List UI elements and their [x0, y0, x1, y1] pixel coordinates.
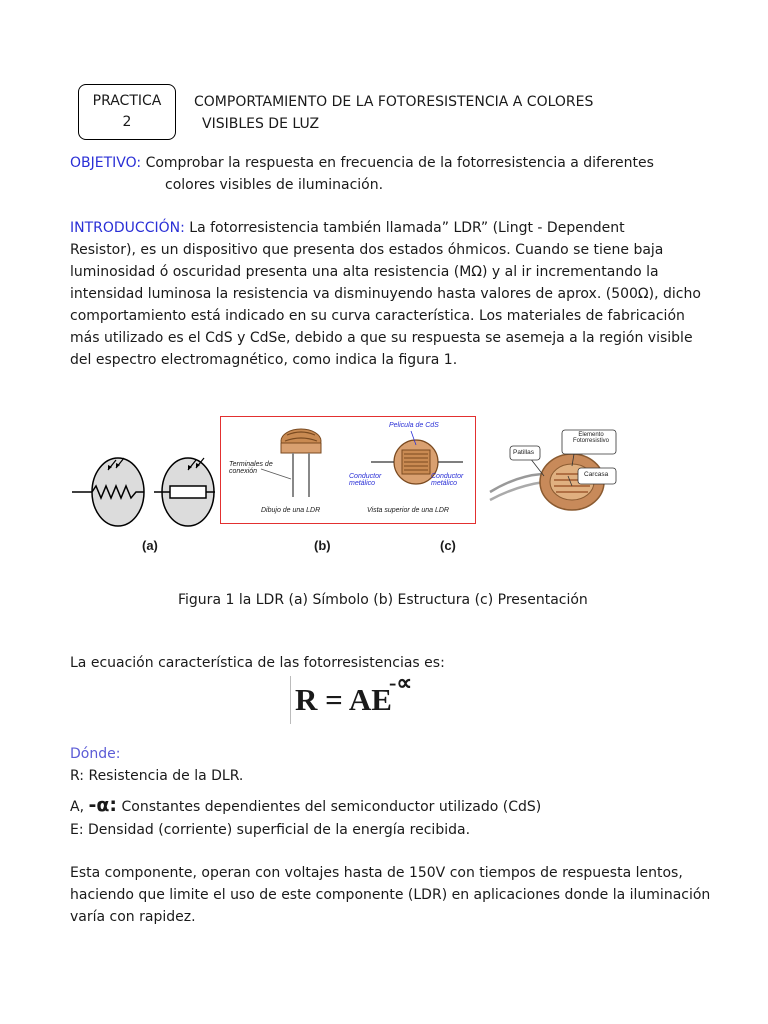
page-title-line1: COMPORTAMIENTO DE LA FOTORESISTENCIA A COLORES [194, 94, 594, 110]
donde-label: Dónde: [70, 746, 121, 762]
intro-line-4: comportamiento está indicado en su curva característica. Los materiales de fabricación [70, 308, 685, 324]
objetivo-line1 [70, 152, 654, 174]
figure-label-b: (b) [314, 538, 331, 553]
page-title-line2: VISIBLES DE LUZ [202, 116, 320, 132]
r-definition: R: Resistencia de la DLR. [70, 768, 244, 784]
intro-line-2: luminosidad ó oscuridad presenta una alta resistencia (MΩ) y al ir incrementando la [70, 264, 659, 280]
intro-text-0: La fotorresistencia también llamada” LDR” (Lingt - Dependent [184, 220, 625, 236]
conductor-left-label: Conductor metálico [349, 473, 382, 487]
a-definition-text: Constantes dependientes del semiconductor utilizado (CdS) [117, 799, 542, 815]
pelicula-label: Pelicula de CdS [389, 422, 439, 429]
practica-label: PRACTICA [92, 93, 162, 109]
closing-line-1: haciendo que limite el uso de este componente (LDR) en aplicaciones donde la iluminación [70, 887, 711, 903]
terminales-label: Terminales de conexión [229, 461, 273, 475]
practica-box [78, 84, 176, 140]
equation-exponent: -∝ [389, 670, 413, 695]
intro-line-1: Resistor), es un dispositivo que presenta dos estados óhmicos. Cuando se tiene baja [70, 242, 664, 258]
objetivo-label: OBJETIVO: [70, 155, 142, 171]
equation-base: R = AE [295, 682, 392, 717]
practica-number: 2 [122, 114, 132, 130]
patillas-label: Patillas [513, 449, 534, 456]
conductor-right-label: Conductor metálico [431, 473, 464, 487]
ldr-structure-frame [220, 416, 476, 524]
equation-intro: La ecuación característica de las fotorresistencias es: [70, 655, 445, 671]
alpha-symbol: -α: [88, 794, 118, 816]
resistor-box [170, 486, 206, 498]
equation-box [290, 670, 429, 724]
ldr-symbol-figure [70, 448, 215, 538]
elemento-label: Elemento Fotorresistivo [572, 432, 609, 444]
intro-line-5: más utilizado es el CdS y CdSe, debido a que su respuesta se asemeja a la región visible [70, 330, 693, 346]
vista-label: Vista superior de una LDR [367, 507, 449, 514]
e-definition: E: Densidad (corriente) superficial de la energía recibida. [70, 822, 471, 838]
intro-line-0 [70, 217, 625, 239]
introduccion-label: INTRODUCCIÓN: [70, 220, 185, 236]
objetivo-text-2: colores visibles de iluminación. [165, 177, 384, 193]
figure-caption: Figura 1 la LDR (a) Símbolo (b) Estructura (c) Presentación [178, 592, 588, 608]
figure-label-a: (a) [142, 538, 158, 553]
intro-line-3: intensidad luminosa la resistencia va disminuyendo hasta valores de aprox. (500Ω), dicho [70, 286, 701, 302]
closing-line-2: varía con rapidez. [70, 909, 196, 925]
a-prefix: A, [70, 799, 89, 815]
closing-line-0: Esta componente, operan con voltajes hasta de 150V con tiempos de respuesta lentos, [70, 865, 683, 881]
dibujo-label: Dibujo de una LDR [261, 507, 321, 514]
a-definition [70, 794, 541, 818]
figure-label-c: (c) [440, 538, 456, 553]
intro-line-6: del espectro electromagnético, como indica la figura 1. [70, 352, 458, 368]
objetivo-text-1: Comprobar la respuesta en frecuencia de la fotorresistencia a diferentes [145, 155, 654, 171]
carcasa-label: Carcasa [584, 471, 609, 478]
